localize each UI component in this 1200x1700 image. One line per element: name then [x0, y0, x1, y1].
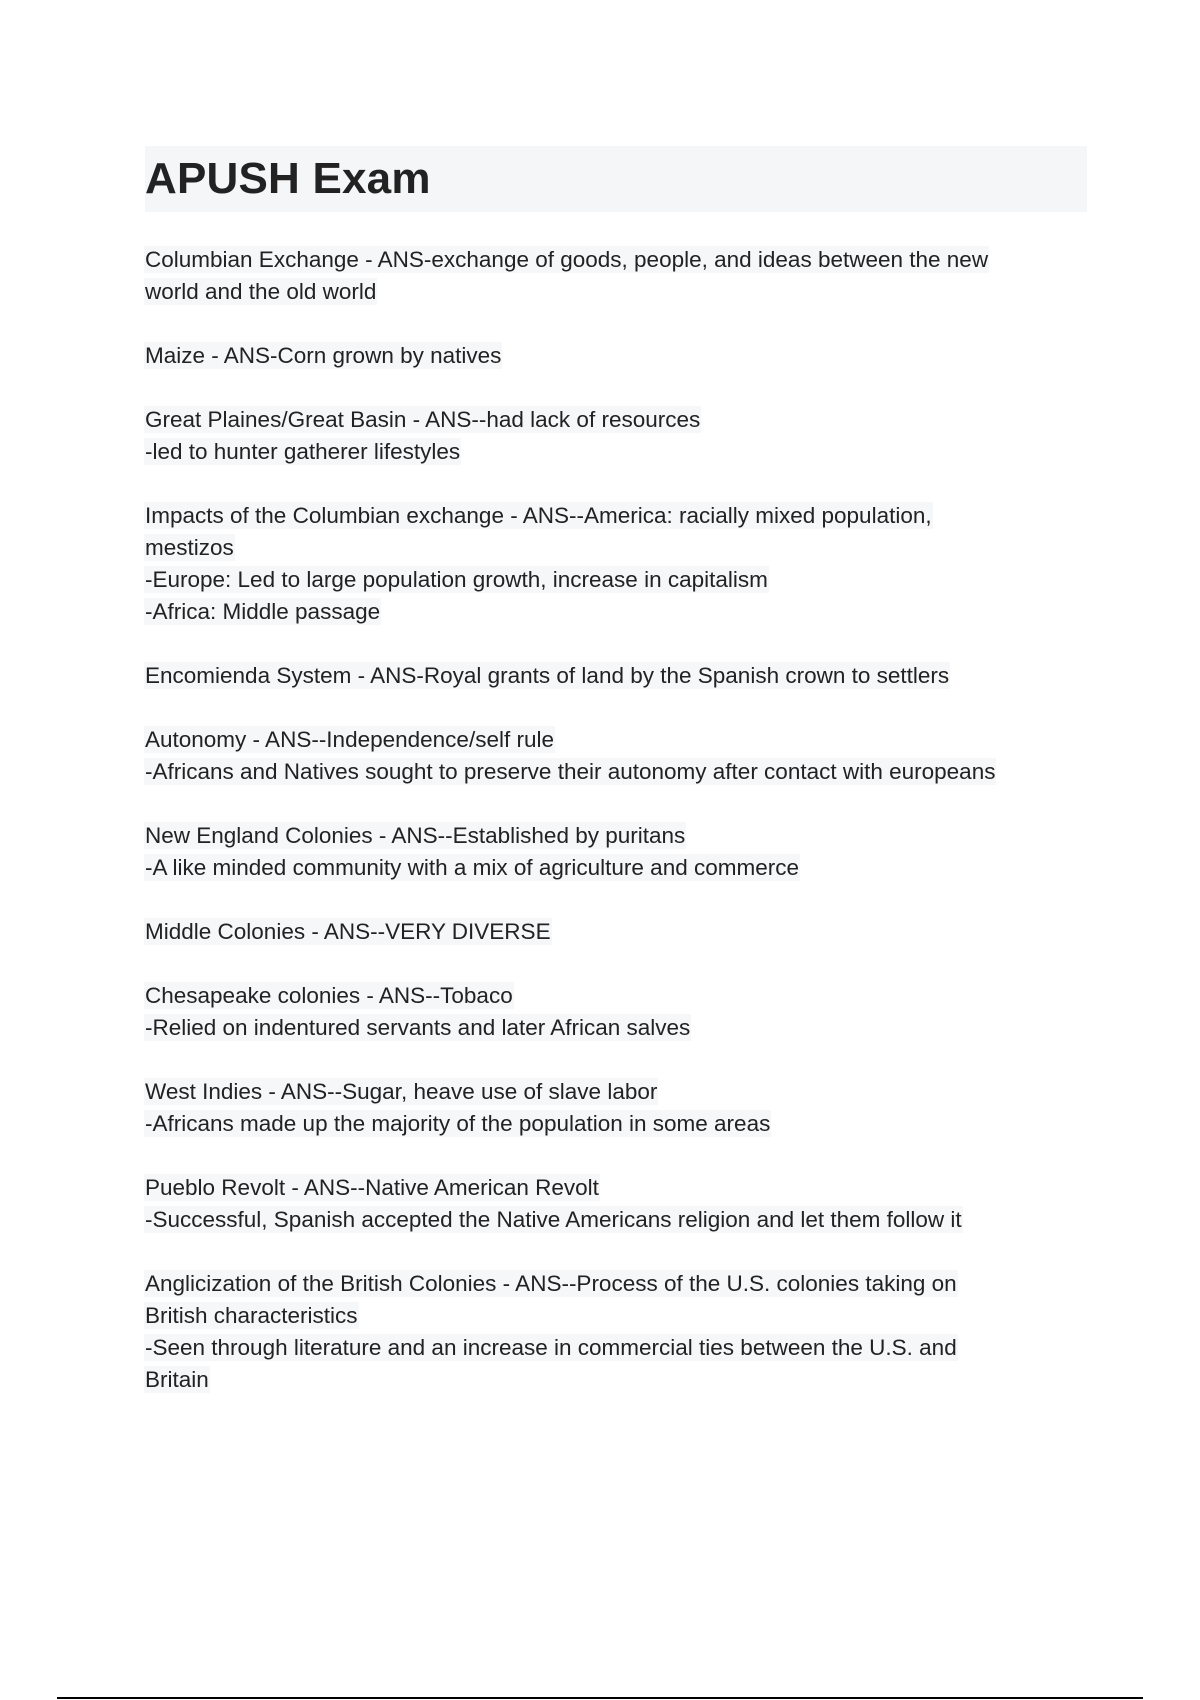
entry-list — [145, 244, 1085, 1428]
entry-autonomy — [145, 724, 1085, 788]
entry-line: world and the old world — [145, 279, 377, 304]
entry-line: Middle Colonies - ANS--VERY DIVERSE — [145, 919, 551, 944]
entry-line: Maize - ANS-Corn grown by natives — [145, 343, 502, 368]
entry-line: -Relied on indentured servants and later African salves — [145, 1015, 691, 1040]
entry-encomienda-system — [145, 660, 1085, 692]
entry-new-england-colonies — [145, 820, 1085, 884]
entry-great-plaines — [145, 404, 1085, 468]
entry-line: Anglicization of the British Colonies - ANS--Process of the U.S. colonies taking on — [145, 1271, 957, 1296]
entry-line: Impacts of the Columbian exchange - ANS--America: racially mixed population, — [145, 503, 932, 528]
entry-line: -Africans made up the majority of the population in some areas — [145, 1111, 771, 1136]
entry-line: -A like minded community with a mix of agriculture and commerce — [145, 855, 799, 880]
entry-middle-colonies — [145, 916, 1085, 948]
entry-line: Autonomy - ANS--Independence/self rule — [145, 727, 554, 752]
entry-line: mestizos — [145, 535, 234, 560]
entry-pueblo-revolt — [145, 1172, 1085, 1236]
entry-line: New England Colonies - ANS--Established by puritans — [145, 823, 686, 848]
entry-line: -led to hunter gatherer lifestyles — [145, 439, 461, 464]
page-title: APUSH Exam — [145, 154, 431, 203]
entry-line: -Africa: Middle passage — [145, 599, 381, 624]
entry-line: -Successful, Spanish accepted the Native Americans religion and let them follow it — [145, 1207, 962, 1232]
entry-line: West Indies - ANS--Sugar, heave use of slave labor — [145, 1079, 658, 1104]
entry-line: Britain — [145, 1367, 209, 1392]
entry-line: Pueblo Revolt - ANS--Native American Revolt — [145, 1175, 599, 1200]
entry-line: -Africans and Natives sought to preserve their autonomy after contact with europeans — [145, 759, 996, 784]
entry-line: British characteristics — [145, 1303, 358, 1328]
footer-divider — [57, 1697, 1143, 1699]
entry-west-indies — [145, 1076, 1085, 1140]
entry-line: -Seen through literature and an increase in commercial ties between the U.S. and — [145, 1335, 957, 1360]
entry-anglicization — [145, 1268, 1085, 1396]
entry-impacts-columbian-exchange — [145, 500, 1085, 628]
entry-maize — [145, 340, 1085, 372]
entry-line: Great Plaines/Great Basin - ANS--had lack of resources — [145, 407, 701, 432]
entry-columbian-exchange — [145, 244, 1085, 308]
entry-chesapeake-colonies — [145, 980, 1085, 1044]
entry-line: Encomienda System - ANS-Royal grants of land by the Spanish crown to settlers — [145, 663, 950, 688]
entry-line: Columbian Exchange - ANS-exchange of goods, people, and ideas between the new — [145, 247, 989, 272]
entry-line: -Europe: Led to large population growth, increase in capitalism — [145, 567, 768, 592]
entry-line: Chesapeake colonies - ANS--Tobaco — [145, 983, 513, 1008]
